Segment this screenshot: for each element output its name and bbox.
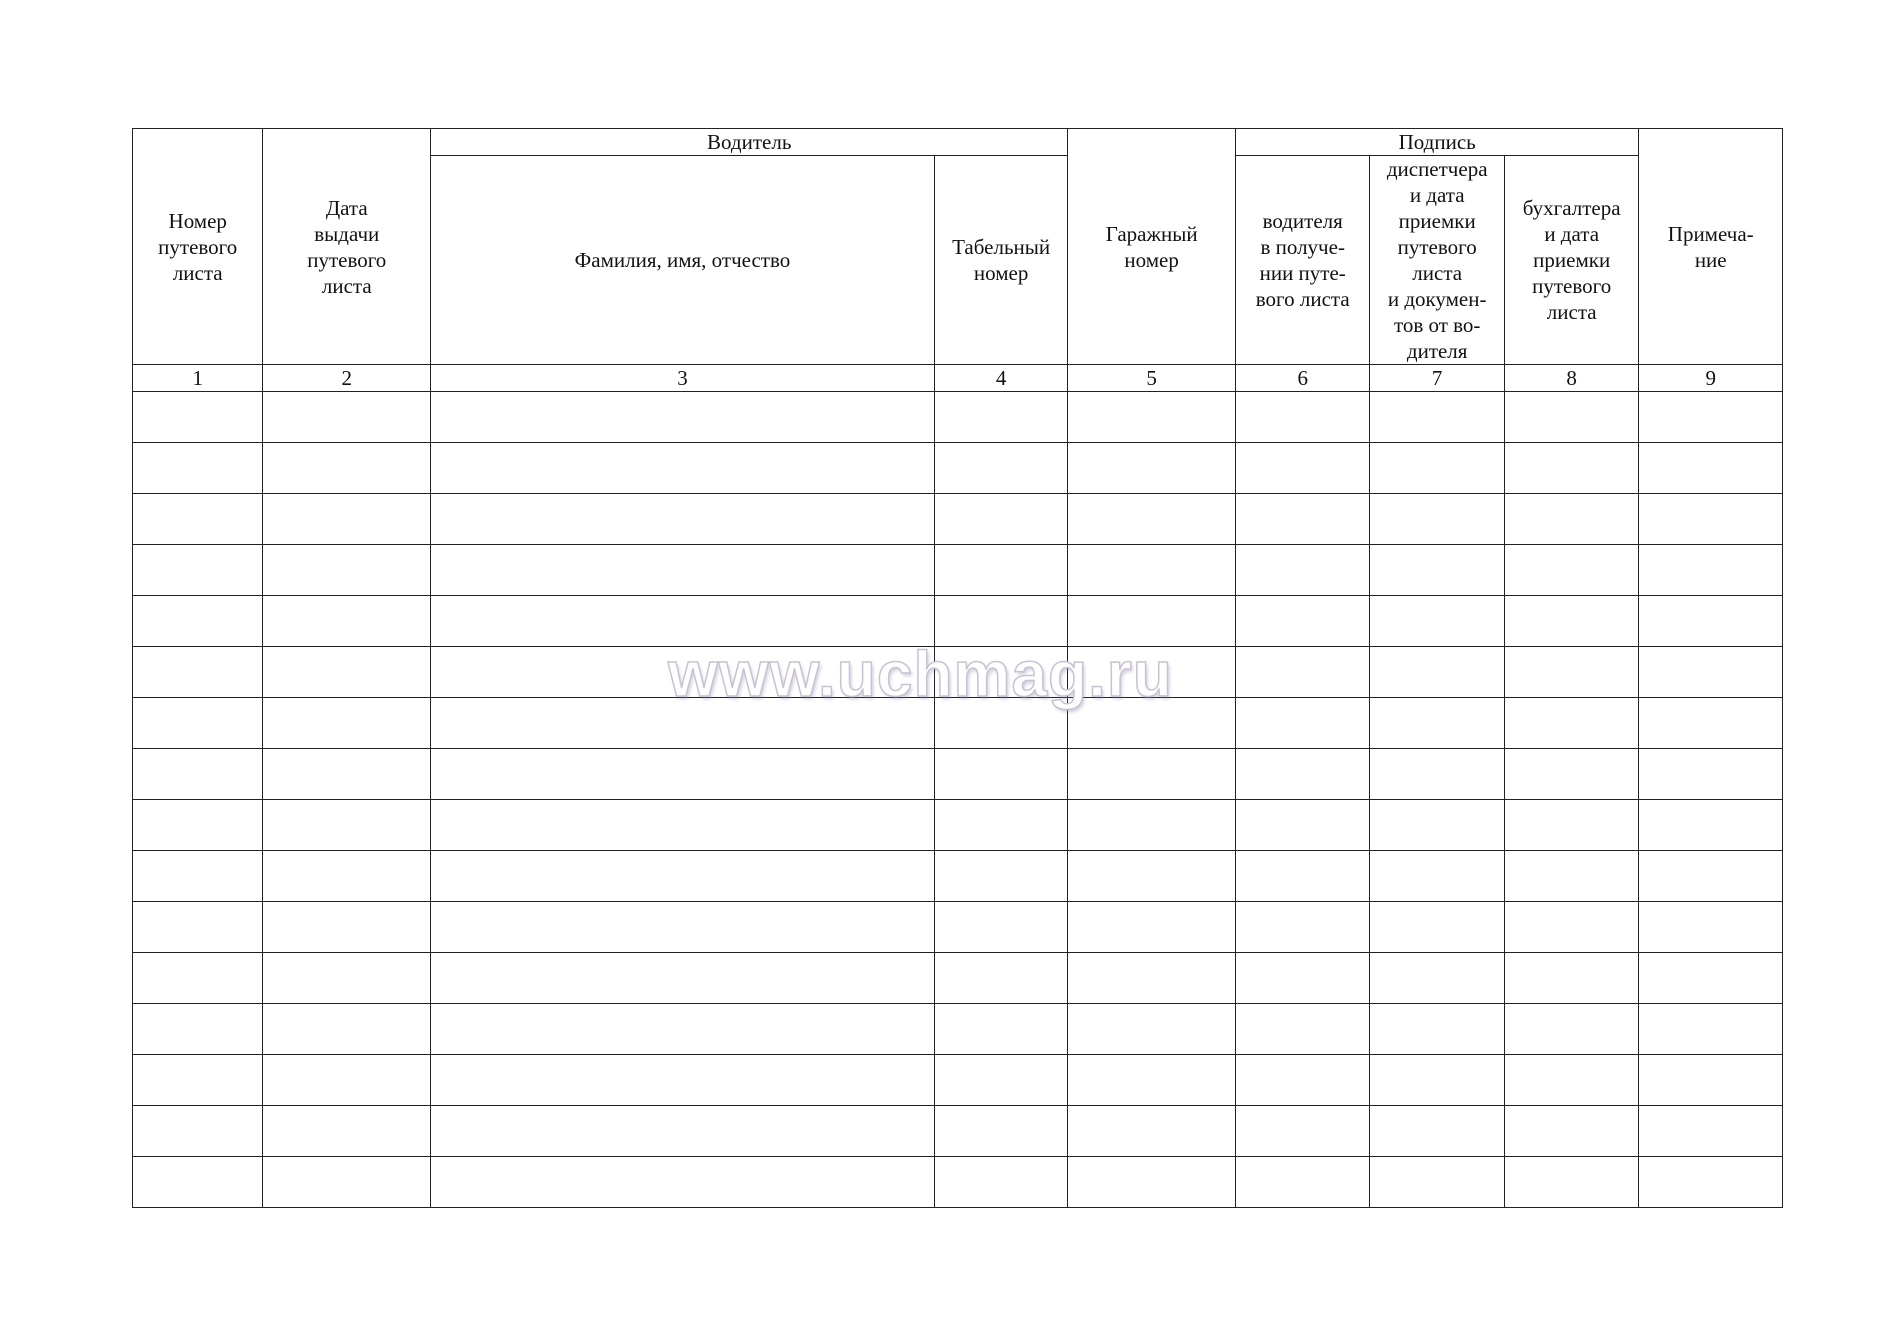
table-cell[interactable]	[263, 698, 431, 749]
table-cell[interactable]	[263, 647, 431, 698]
table-cell[interactable]	[133, 698, 263, 749]
table-cell[interactable]	[1068, 494, 1236, 545]
table-cell[interactable]	[934, 392, 1067, 443]
table-cell[interactable]	[1068, 1055, 1236, 1106]
table-cell[interactable]	[1504, 749, 1639, 800]
table-cell[interactable]	[263, 392, 431, 443]
table-cell[interactable]	[431, 749, 935, 800]
table-row	[133, 545, 1783, 596]
table-cell[interactable]	[431, 596, 935, 647]
table-cell[interactable]	[1235, 953, 1369, 1004]
table-cell[interactable]	[934, 851, 1067, 902]
column-number: 2	[263, 365, 431, 392]
table-cell[interactable]	[1235, 647, 1369, 698]
table-cell[interactable]	[934, 1157, 1067, 1208]
header-note: Примеча- ние	[1639, 129, 1783, 365]
table-cell[interactable]	[263, 494, 431, 545]
table-cell[interactable]	[1068, 392, 1236, 443]
table-cell[interactable]	[133, 800, 263, 851]
table-cell[interactable]	[1504, 545, 1639, 596]
table-cell[interactable]	[1639, 851, 1783, 902]
table-cell[interactable]	[1639, 1004, 1783, 1055]
table-cell[interactable]	[263, 1004, 431, 1055]
table-cell[interactable]	[263, 443, 431, 494]
table-cell[interactable]	[1235, 596, 1369, 647]
table-cell[interactable]	[1235, 545, 1369, 596]
table-row	[133, 902, 1783, 953]
table-cell[interactable]	[263, 749, 431, 800]
table-cell[interactable]	[133, 1004, 263, 1055]
table-cell[interactable]	[1370, 1004, 1504, 1055]
table-cell[interactable]	[431, 545, 935, 596]
table-row	[133, 596, 1783, 647]
table-cell[interactable]	[1068, 647, 1236, 698]
table-cell[interactable]	[1639, 953, 1783, 1004]
table-cell[interactable]	[1639, 1055, 1783, 1106]
table-cell[interactable]	[934, 1055, 1067, 1106]
column-number: 5	[1068, 365, 1236, 392]
table-cell[interactable]	[263, 953, 431, 1004]
table-cell[interactable]	[1504, 1055, 1639, 1106]
table-row	[133, 494, 1783, 545]
table-cell[interactable]	[1370, 749, 1504, 800]
table-cell[interactable]	[263, 800, 431, 851]
table-cell[interactable]	[1235, 1055, 1369, 1106]
header-route-sheet-number: Номер путевого листа	[133, 129, 263, 365]
table-cell[interactable]	[1639, 698, 1783, 749]
table-row	[133, 647, 1783, 698]
table-cell[interactable]	[1235, 1004, 1369, 1055]
table-row	[133, 392, 1783, 443]
table-cell[interactable]	[263, 545, 431, 596]
table-cell[interactable]	[1370, 1157, 1504, 1208]
table-cell[interactable]	[263, 851, 431, 902]
table-cell[interactable]	[263, 902, 431, 953]
table-cell[interactable]	[1639, 1157, 1783, 1208]
table-cell[interactable]	[1068, 953, 1236, 1004]
table-row	[133, 953, 1783, 1004]
table-cell[interactable]	[1370, 494, 1504, 545]
table-cell[interactable]	[1370, 902, 1504, 953]
table-cell[interactable]	[1235, 392, 1369, 443]
table-cell[interactable]	[431, 902, 935, 953]
table-cell[interactable]	[1370, 647, 1504, 698]
table-cell[interactable]	[1068, 1004, 1236, 1055]
table-cell[interactable]	[133, 443, 263, 494]
table-cell[interactable]	[1235, 800, 1369, 851]
table-cell[interactable]	[934, 545, 1067, 596]
table-cell[interactable]	[934, 698, 1067, 749]
table-cell[interactable]	[1370, 851, 1504, 902]
table-cell[interactable]	[431, 1106, 935, 1157]
table-cell[interactable]	[1235, 443, 1369, 494]
table-cell[interactable]	[1235, 1157, 1369, 1208]
table-cell[interactable]	[1504, 392, 1639, 443]
table-cell[interactable]	[133, 1157, 263, 1208]
header-dispatcher-signature: диспетчера и дата приемки путевого листа и докумен- тов от во- дителя	[1370, 156, 1504, 365]
table-cell[interactable]	[1235, 851, 1369, 902]
table-cell[interactable]	[431, 1157, 935, 1208]
column-number: 4	[934, 365, 1067, 392]
column-number: 9	[1639, 365, 1783, 392]
table-cell[interactable]	[1504, 443, 1639, 494]
table-cell[interactable]	[1639, 902, 1783, 953]
table-cell[interactable]	[934, 800, 1067, 851]
column-number: 3	[431, 365, 935, 392]
table-cell[interactable]	[1068, 596, 1236, 647]
table-cell[interactable]	[263, 1157, 431, 1208]
table-cell[interactable]	[1235, 902, 1369, 953]
table-cell[interactable]	[1504, 1004, 1639, 1055]
table-cell[interactable]	[431, 392, 935, 443]
table-cell[interactable]	[1504, 1106, 1639, 1157]
column-number: 6	[1235, 365, 1369, 392]
table-cell[interactable]	[1639, 545, 1783, 596]
table-cell[interactable]	[934, 902, 1067, 953]
table-cell[interactable]	[431, 647, 935, 698]
table-cell[interactable]	[1068, 545, 1236, 596]
table-cell[interactable]	[133, 494, 263, 545]
table-cell[interactable]	[1504, 902, 1639, 953]
table-row	[133, 1004, 1783, 1055]
table-cell[interactable]	[1068, 698, 1236, 749]
table-cell[interactable]	[1068, 749, 1236, 800]
table-cell[interactable]	[1639, 443, 1783, 494]
table-cell[interactable]	[431, 953, 935, 1004]
table-cell[interactable]	[934, 749, 1067, 800]
table-cell[interactable]	[133, 902, 263, 953]
table-cell[interactable]	[934, 494, 1067, 545]
table-cell[interactable]	[431, 494, 935, 545]
table-cell[interactable]	[1370, 698, 1504, 749]
table-cell[interactable]	[133, 392, 263, 443]
table-cell[interactable]	[133, 851, 263, 902]
header-driver-signature: водителя в получе- нии путе- вого листа	[1235, 156, 1369, 365]
table-cell[interactable]	[1370, 392, 1504, 443]
table-cell[interactable]	[1504, 953, 1639, 1004]
table-cell[interactable]	[1068, 1157, 1236, 1208]
table-cell[interactable]	[133, 545, 263, 596]
table-cell[interactable]	[1504, 698, 1639, 749]
table-cell[interactable]	[1235, 749, 1369, 800]
table-cell[interactable]	[1235, 494, 1369, 545]
table-cell[interactable]	[133, 1055, 263, 1106]
table-cell[interactable]	[1370, 1055, 1504, 1106]
table-cell[interactable]	[1639, 1106, 1783, 1157]
table-row	[133, 1055, 1783, 1106]
table-cell[interactable]	[431, 1004, 935, 1055]
table-cell[interactable]	[431, 698, 935, 749]
table-cell[interactable]	[1504, 494, 1639, 545]
table-cell[interactable]	[1639, 647, 1783, 698]
table-cell[interactable]	[1068, 800, 1236, 851]
table-cell[interactable]	[133, 1106, 263, 1157]
table-cell[interactable]	[1370, 800, 1504, 851]
column-number: 1	[133, 365, 263, 392]
table-cell[interactable]	[934, 1004, 1067, 1055]
table-cell[interactable]	[934, 647, 1067, 698]
table-cell[interactable]	[431, 443, 935, 494]
table-row	[133, 851, 1783, 902]
watermark-text: www.uchmag.ru	[668, 638, 1173, 710]
table-cell[interactable]	[1370, 545, 1504, 596]
table-cell[interactable]	[263, 1055, 431, 1106]
table-cell[interactable]	[1370, 596, 1504, 647]
table-cell[interactable]	[1068, 1106, 1236, 1157]
table-cell[interactable]	[263, 596, 431, 647]
header-row-group	[133, 129, 1783, 156]
table-cell[interactable]	[263, 1106, 431, 1157]
table-cell[interactable]	[431, 800, 935, 851]
table-cell[interactable]	[1504, 1157, 1639, 1208]
table-cell[interactable]	[1504, 596, 1639, 647]
table-cell[interactable]	[1235, 698, 1369, 749]
table-cell[interactable]	[1235, 1106, 1369, 1157]
table-cell[interactable]	[1504, 647, 1639, 698]
table-cell[interactable]	[1370, 443, 1504, 494]
table-cell[interactable]	[1639, 596, 1783, 647]
table-cell[interactable]	[1504, 800, 1639, 851]
header-garage-number: Гаражный номер	[1068, 129, 1236, 365]
header-signature-group: Подпись	[1235, 129, 1638, 156]
table-cell[interactable]	[133, 596, 263, 647]
table-row	[133, 1106, 1783, 1157]
column-number-row	[133, 365, 1783, 392]
table-row	[133, 698, 1783, 749]
table-cell[interactable]	[934, 596, 1067, 647]
table-cell[interactable]	[1370, 953, 1504, 1004]
table-cell[interactable]	[431, 851, 935, 902]
table-cell[interactable]	[1639, 749, 1783, 800]
header-full-name: Фамилия, имя, отчество	[431, 156, 935, 365]
table-cell[interactable]	[1068, 851, 1236, 902]
table-cell[interactable]	[1639, 800, 1783, 851]
table-cell[interactable]	[1639, 494, 1783, 545]
table-cell[interactable]	[1068, 443, 1236, 494]
table-cell[interactable]	[1370, 1106, 1504, 1157]
header-driver-group: Водитель	[431, 129, 1068, 156]
table-cell[interactable]	[934, 1106, 1067, 1157]
route-sheet-log-table	[132, 128, 1783, 1208]
table-cell[interactable]	[1068, 902, 1236, 953]
table-cell[interactable]	[133, 749, 263, 800]
table-cell[interactable]	[133, 953, 263, 1004]
table-cell[interactable]	[934, 953, 1067, 1004]
header-issue-date: Дата выдачи путевого листа	[263, 129, 431, 365]
table-cell[interactable]	[133, 647, 263, 698]
header-personnel-number: Табельный номер	[934, 156, 1067, 365]
column-number: 8	[1504, 365, 1639, 392]
column-number: 7	[1370, 365, 1504, 392]
table-row	[133, 443, 1783, 494]
table-cell[interactable]	[1504, 851, 1639, 902]
table-row	[133, 800, 1783, 851]
table-cell[interactable]	[1639, 392, 1783, 443]
table-cell[interactable]	[431, 1055, 935, 1106]
table-row	[133, 1157, 1783, 1208]
header-accountant-signature: бухгалтера и дата приемки путевого листа	[1504, 156, 1639, 365]
table-row	[133, 749, 1783, 800]
table-cell[interactable]	[934, 443, 1067, 494]
